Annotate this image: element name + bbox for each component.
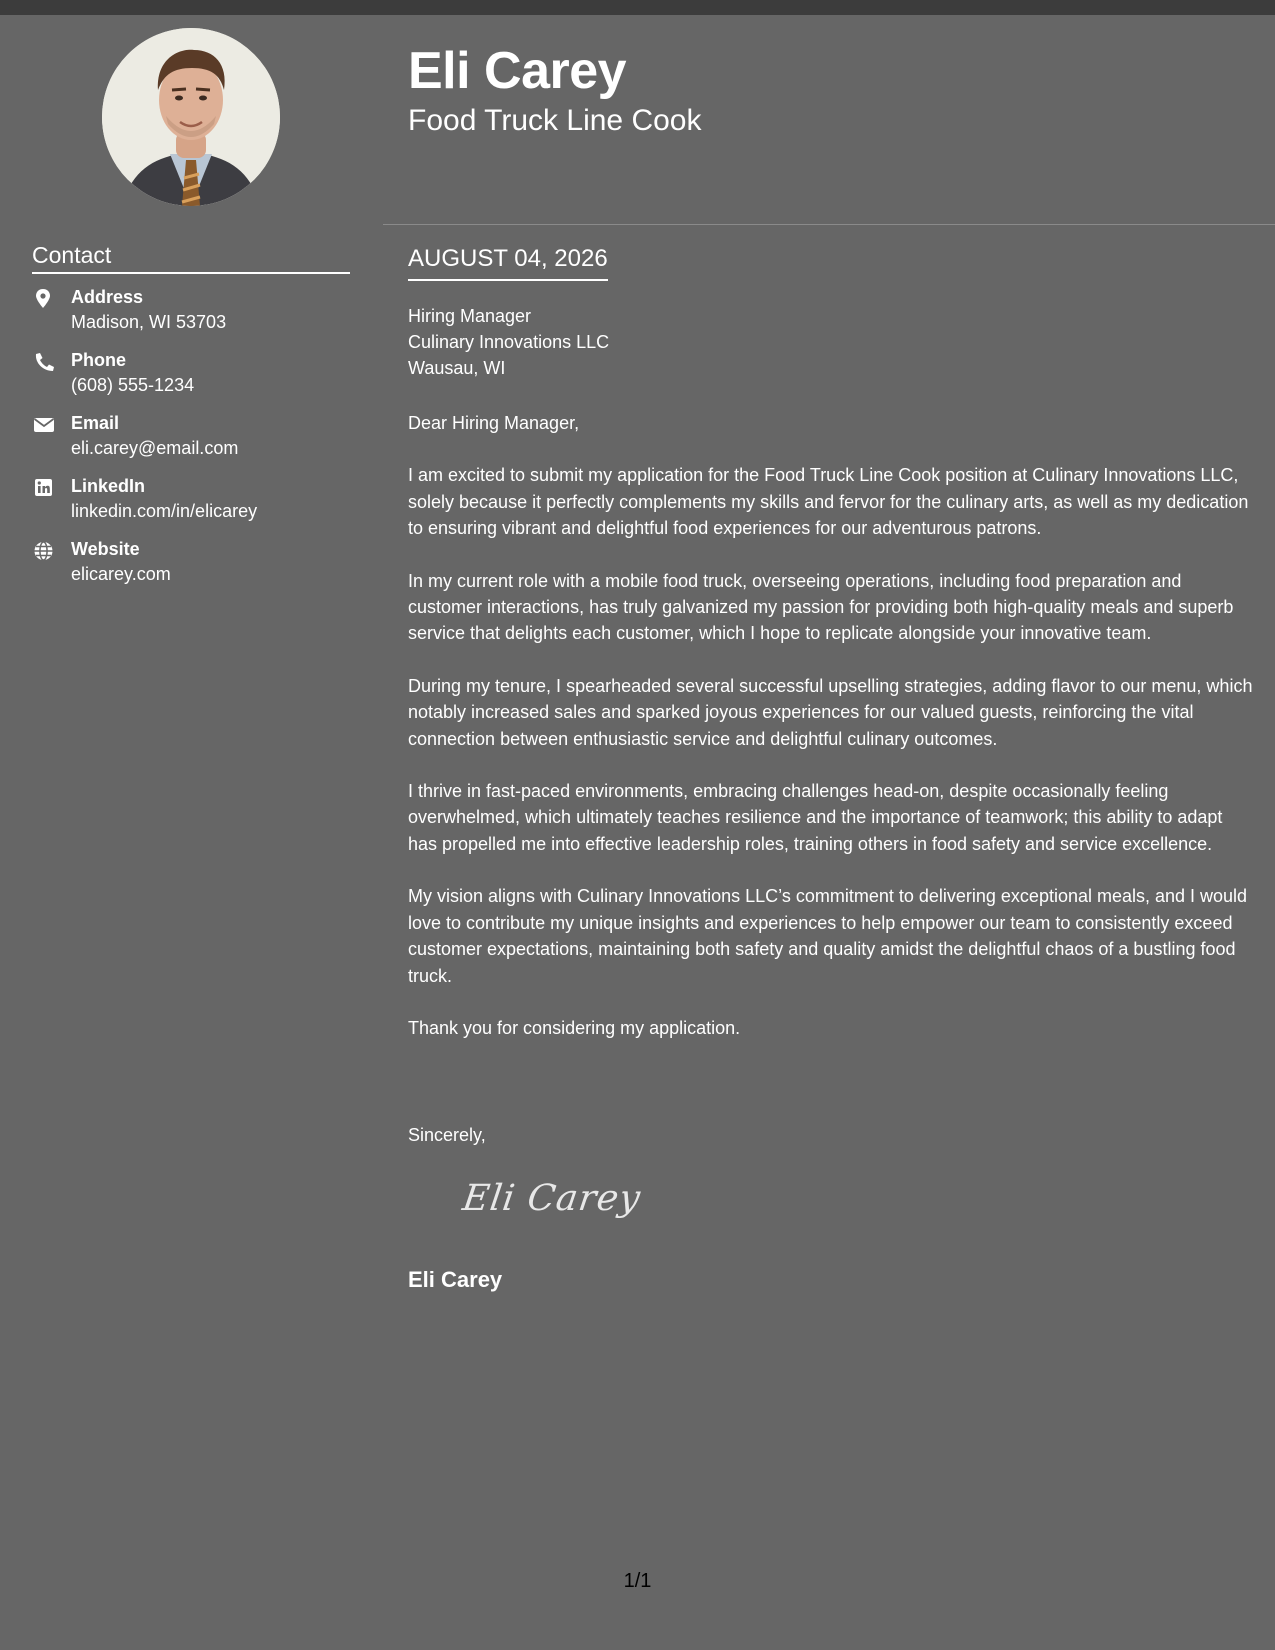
page-number: 1/1 (623, 1570, 652, 1592)
letter-paragraph: Thank you for considering my application. (408, 1017, 741, 1038)
letter-paragraph: My vision aligns with Culinary Innovations LLC’s commitment to delivering exceptional meals, and I would love to contribute my unique insights and experiences to help empower our team to consistently exceed customer expectations, maintaining both safety and quality amidst the delightful chaos of a bustling food truck. (408, 886, 1248, 986)
signature: Eli Carey (460, 1178, 644, 1219)
contact-item-phone (32, 348, 362, 411)
contact-value: elicarey.com (71, 564, 171, 584)
salutation: Dear Hiring Manager, (408, 413, 580, 433)
location-pin-icon (32, 289, 58, 309)
contact-value: linkedin.com/in/elicarey (71, 501, 258, 521)
recipient-line: Wausau, WI (408, 358, 506, 378)
applicant-name: Eli Carey (408, 42, 627, 100)
letter-body (408, 410, 1253, 1067)
linkedin-icon (32, 478, 58, 498)
signer-name: Eli Carey (408, 1267, 503, 1292)
contact-label: Phone (71, 350, 127, 370)
phone-icon (32, 352, 58, 372)
contact-value: Madison, WI 53703 (71, 312, 227, 332)
recipient-block (408, 303, 609, 381)
contact-item-email (32, 411, 362, 474)
recipient-line: Culinary Innovations LLC (408, 332, 610, 352)
contact-label: Email (71, 413, 120, 433)
contact-value: (608) 555-1234 (71, 375, 195, 395)
contact-item-website (32, 537, 362, 600)
sidebar (0, 15, 383, 1650)
contact-item-linkedin (32, 474, 362, 537)
contact-label: Address (71, 287, 144, 307)
contact-heading: Contact (32, 241, 350, 274)
letter-date: AUGUST 04, 2026 (408, 244, 608, 281)
letter-paragraph: During my tenure, I spearheaded several successful upselling strategies, adding flavor to our menu, which notably increased sales and sparked joyous experiences for our valued guests, reinforcing the vital connection between enthusiastic service and delightful culinary outcomes. (408, 675, 1253, 749)
recipient-line: Hiring Manager (408, 306, 532, 326)
envelope-icon (32, 415, 58, 435)
job-title: Food Truck Line Cook (408, 104, 702, 137)
profile-photo (102, 28, 280, 206)
letter-paragraph: I thrive in fast-paced environments, embracing challenges head-on, despite occasionally feeling overwhelmed, which ultimately teaches resilience and the importance of teamwork; this ability to adapt has propelled me into effective leadership roles, training others in food safety and service excellence. (408, 781, 1223, 854)
globe-icon (32, 541, 58, 561)
header-divider (383, 224, 1275, 225)
top-bar (0, 0, 1275, 15)
contact-label: LinkedIn (71, 476, 146, 496)
contact-item-address (32, 285, 362, 348)
letter-paragraph: In my current role with a mobile food truck, overseeing operations, including food preparation and customer interactions, has truly galvanized my passion for providing both high-quality meals and superb service that delights each customer, which I hope to replicate alongside your innovative team. (408, 570, 1234, 644)
contact-value: eli.carey@email.com (71, 438, 239, 458)
closing: Sincerely, (408, 1125, 486, 1145)
contact-label: Website (71, 539, 140, 559)
letter-paragraph: I am excited to submit my application for the Food Truck Line Cook position at Culinary Innovations LLC, solely because it perfectly complements my skills and fervor for the culinary arts, as well as my dedication to ensuring vibrant and delightful food experiences for our adventurous patrons. (408, 465, 1249, 539)
contact-list (32, 285, 362, 600)
